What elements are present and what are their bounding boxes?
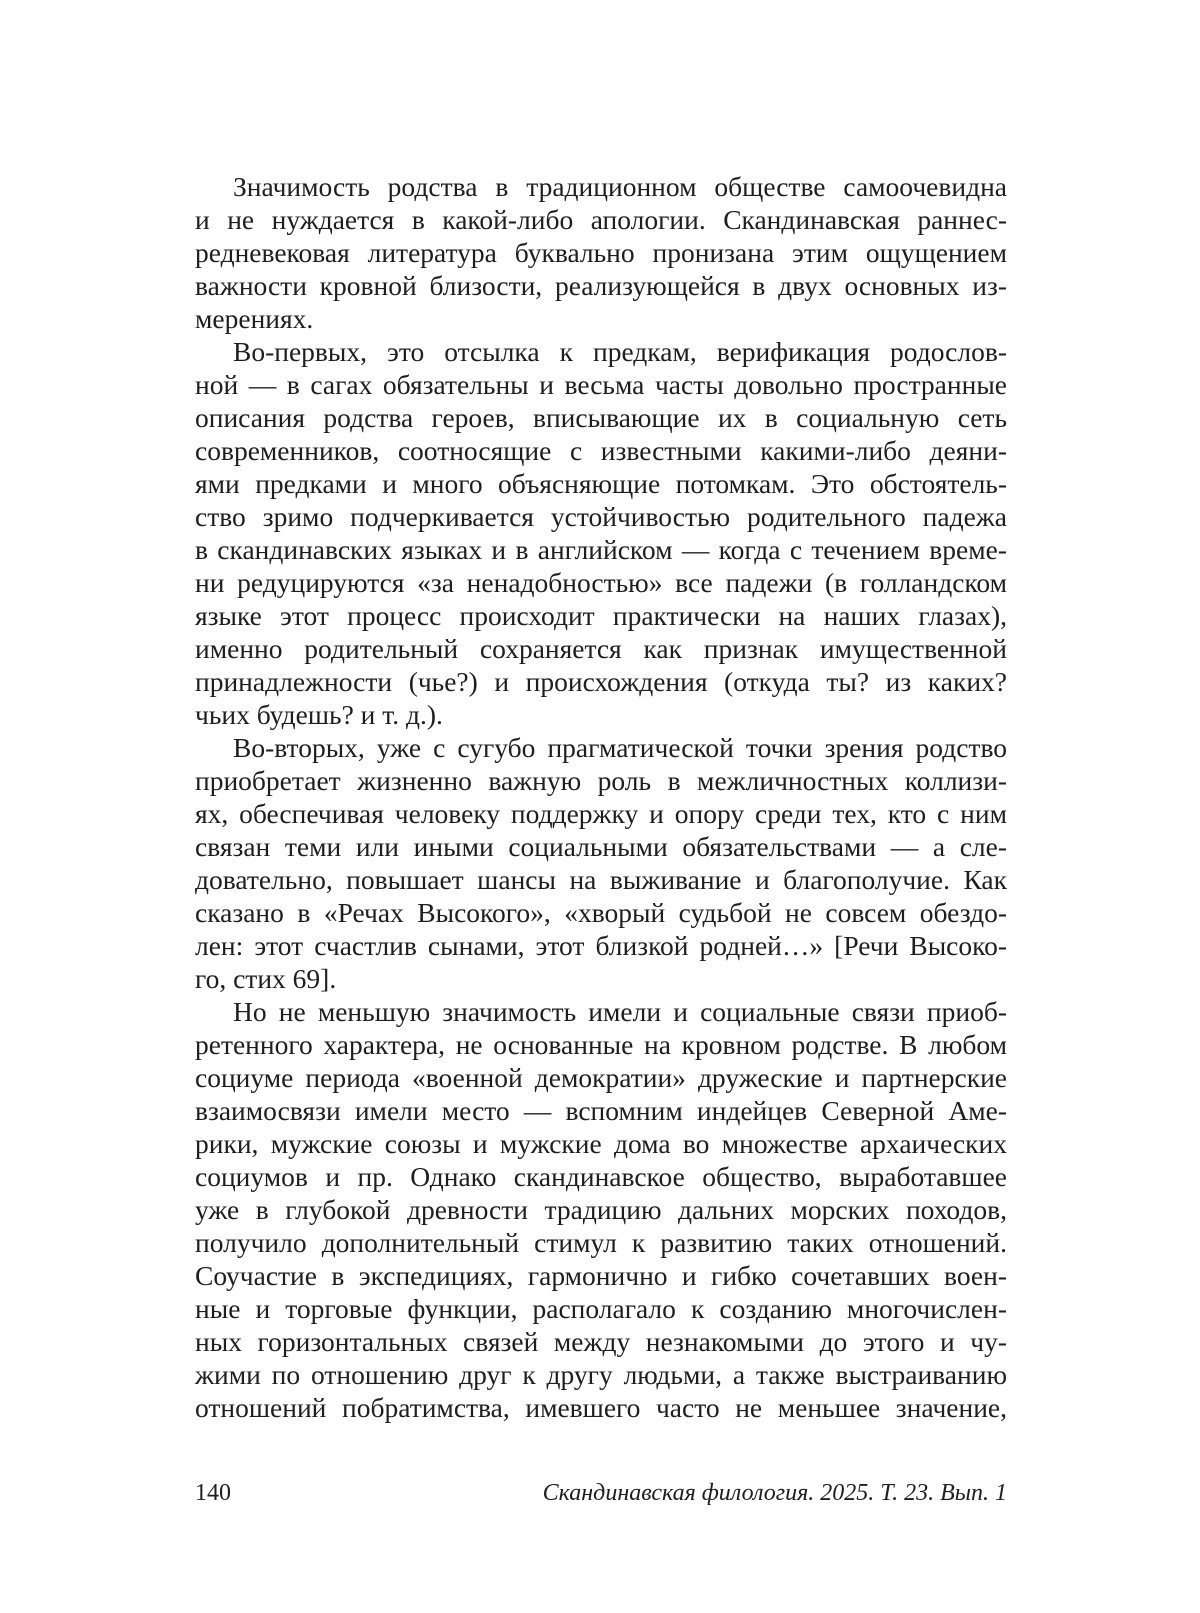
text-line: Значимость родства в традиционном обществе самоочевидна bbox=[233, 171, 1007, 202]
text-line: редневековая литература буквально пронизана этим ощущением bbox=[195, 237, 1007, 268]
running-head: Скандинавская филология. 2025. Т. 23. Вып. 1 bbox=[542, 1480, 1007, 1506]
text-line: связан теми или иными социальными обязательствами — а сле- bbox=[195, 831, 1007, 862]
text-line: языке этот процесс происходит практически на наших глазах), bbox=[195, 600, 1007, 631]
page-number: 140 bbox=[195, 1480, 231, 1506]
text-line: Соучастие в экспедициях, гармонично и гибко сочетавших воен- bbox=[195, 1260, 1007, 1291]
text-line: рики, мужские союзы и мужские дома во множестве архаических bbox=[195, 1128, 1007, 1159]
paragraph-1 bbox=[195, 170, 1007, 335]
text-line: взаимосвязи имели место — вспомним индейцев Северной Аме- bbox=[195, 1095, 1007, 1126]
text-line: чьих будешь? и т. д.). bbox=[195, 699, 443, 730]
text-line: сказано в «Речах Высокого», «хворый судьбой не совсем обездо- bbox=[195, 897, 1007, 928]
text-line: довательно, повышает шансы на выживание и благополучие. Как bbox=[195, 864, 1007, 895]
text-line: описания родства героев, вписывающие их в социальную сеть bbox=[195, 402, 1007, 433]
text-line: социумов и пр. Однако скандинавское общество, выработавшее bbox=[195, 1161, 1007, 1192]
paragraph-3 bbox=[195, 731, 1007, 995]
page-footer bbox=[195, 1476, 1007, 1510]
text-line: ные и торговые функции, располагало к созданию многочислен- bbox=[195, 1293, 1007, 1324]
text-line: ство зримо подчеркивается устойчивостью родительного падежа bbox=[195, 501, 1007, 532]
text-line: лен: этот счастлив сынами, этот близкой родней…» [Речи Высоко- bbox=[195, 930, 1007, 961]
text-line: отношений побратимства, имевшего часто не меньшее значение, bbox=[195, 1392, 1007, 1423]
text-line: ретенного характера, не основанные на кровном родстве. В любом bbox=[195, 1029, 1007, 1060]
text-line: принадлежности (чье?) и происхождения (откуда ты? из каких? bbox=[195, 666, 1007, 697]
text-line: Во-первых, это отсылка к предкам, верификация родослов- bbox=[233, 336, 1007, 367]
text-line: социуме периода «военной демократии» дружеские и партнерские bbox=[195, 1062, 1007, 1093]
text-line: ями предками и много объясняющие потомкам. Это обстоятель- bbox=[195, 468, 1007, 499]
text-line: ях, обеспечивая человеку поддержку и опору среди тех, кто с ним bbox=[195, 798, 1007, 829]
text-line: мерениях. bbox=[195, 303, 314, 334]
paragraph-2 bbox=[195, 335, 1007, 731]
text-line: Но не меньшую значимость имели и социальные связи приоб- bbox=[233, 996, 1007, 1027]
text-line: и не нуждается в какой-либо апологии. Скандинавская раннес- bbox=[195, 204, 1007, 235]
text-line: жими по отношению друг к другу людьми, а также выстраиванию bbox=[195, 1359, 1007, 1390]
body-text bbox=[195, 170, 1007, 1424]
text-line: ни редуцируются «за ненадобностью» все падежи (в голландском bbox=[195, 567, 1007, 598]
text-line: в скандинавских языках и в английском — когда с течением време- bbox=[195, 534, 1007, 565]
text-line: важности кровной близости, реализующейся в двух основных из- bbox=[195, 270, 1007, 301]
text-line: Во-вторых, уже с сугубо прагматической точки зрения родство bbox=[233, 732, 1007, 763]
text-line: приобретает жизненно важную роль в межличностных коллизи- bbox=[195, 765, 1007, 796]
text-line: го, стих 69]. bbox=[195, 963, 337, 994]
text-line: современников, соотносящие с известными какими-либо деяни- bbox=[195, 435, 1007, 466]
text-line: получило дополнительный стимул к развитию таких отношений. bbox=[195, 1227, 1007, 1258]
text-line: ной — в сагах обязательны и весьма часты довольно пространные bbox=[195, 369, 1007, 400]
text-line: ных горизонтальных связей между незнакомыми до этого и чу- bbox=[195, 1326, 1007, 1357]
paragraph-4 bbox=[195, 995, 1007, 1424]
text-line: именно родительный сохраняется как признак имущественной bbox=[195, 633, 1007, 664]
text-line: уже в глубокой древности традицию дальних морских походов, bbox=[195, 1194, 1007, 1225]
